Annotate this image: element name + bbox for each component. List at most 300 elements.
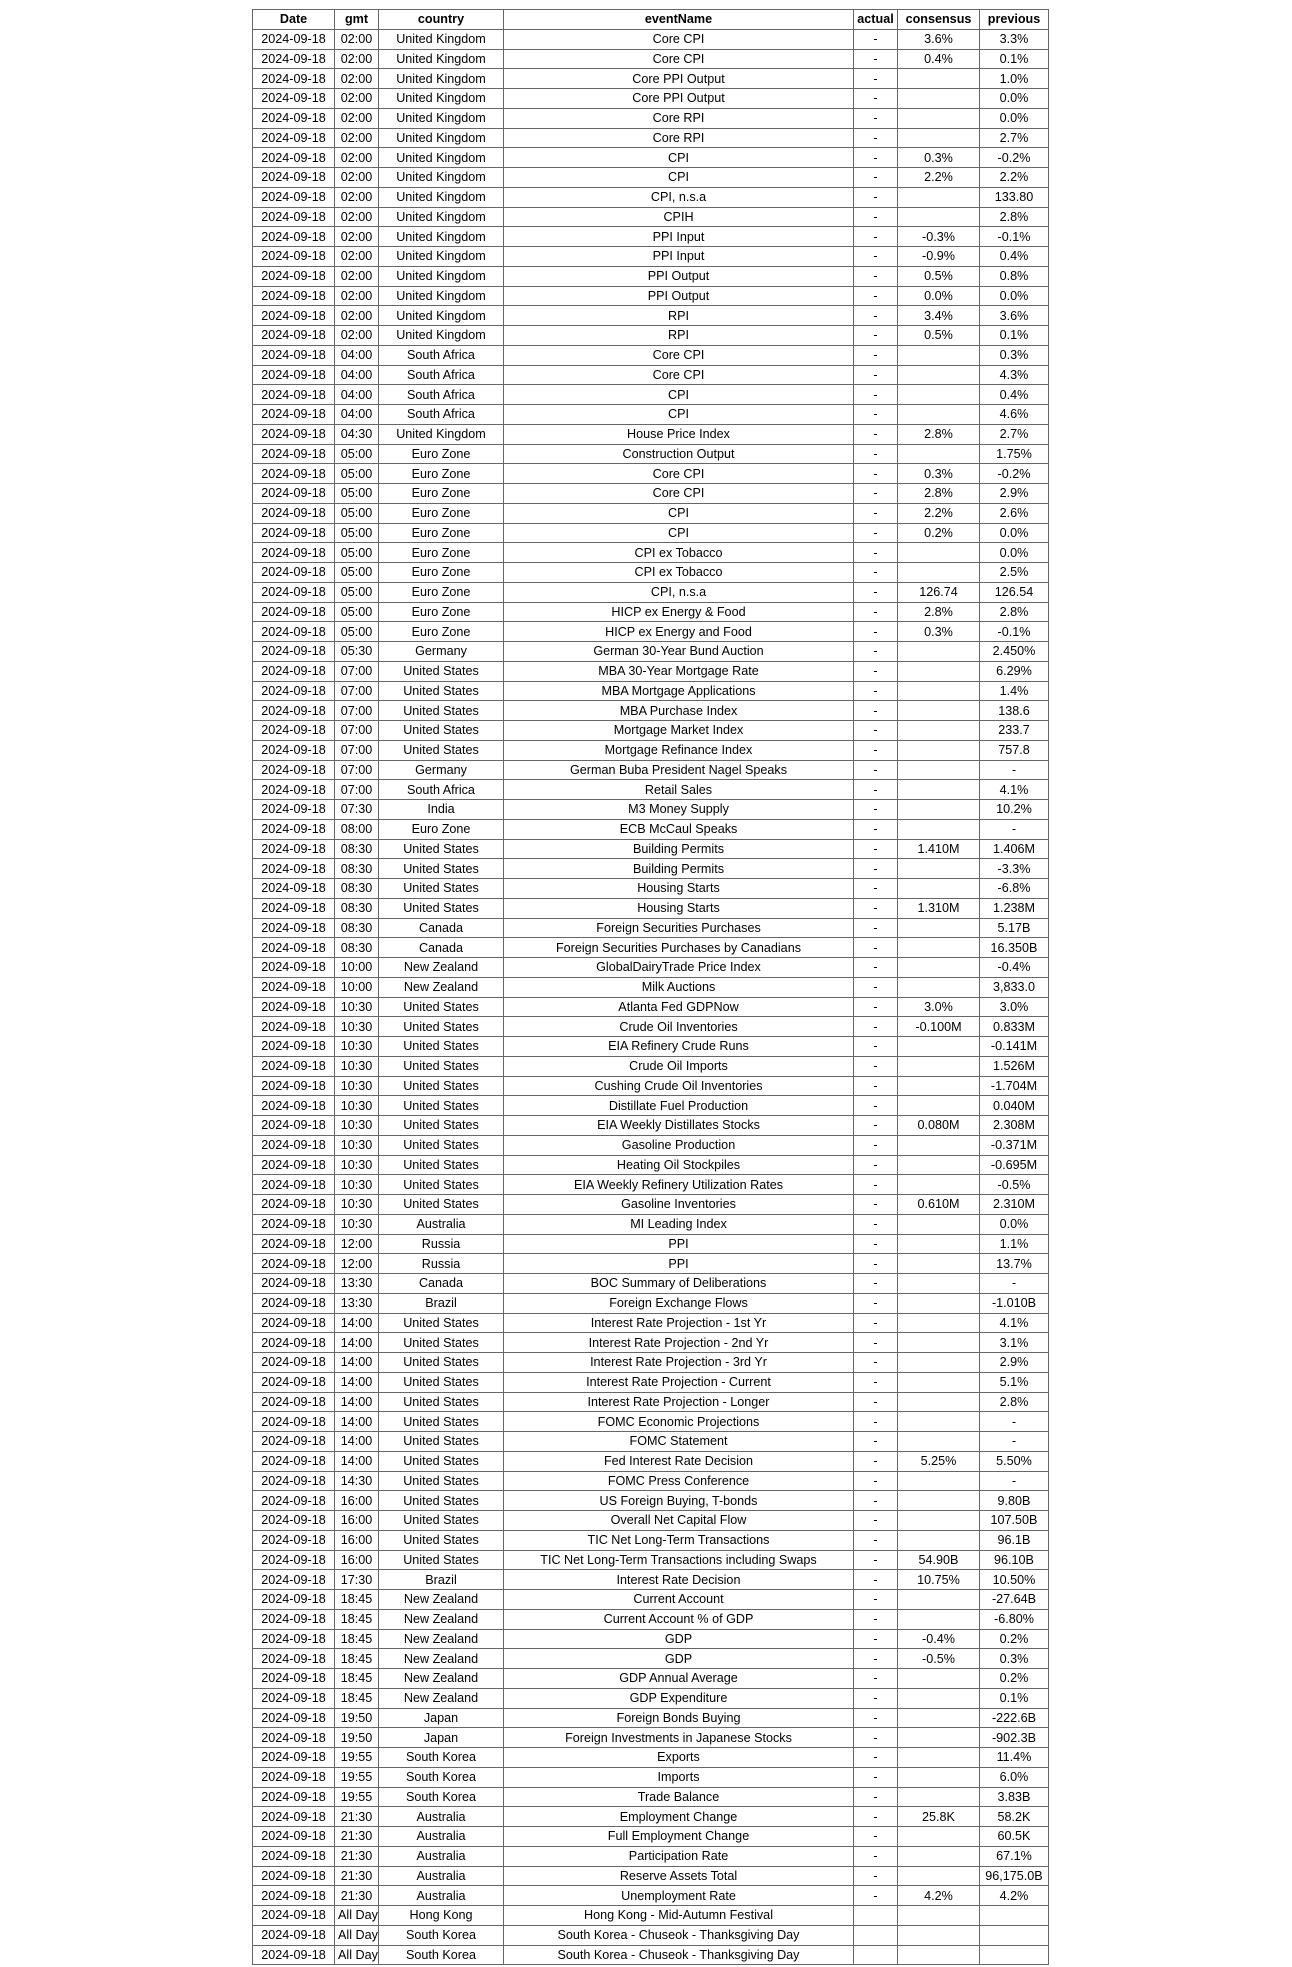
country-cell: New Zealand xyxy=(379,977,504,997)
date-cell: 2024-09-18 xyxy=(253,1748,335,1768)
actual-cell: - xyxy=(854,1748,898,1768)
country-cell: United States xyxy=(379,1353,504,1373)
gmt-cell: 19:55 xyxy=(335,1767,379,1787)
country-cell: Euro Zone xyxy=(379,484,504,504)
event-name-cell: Core CPI xyxy=(504,345,854,365)
event-name-cell: South Korea - Chuseok - Thanksgiving Day xyxy=(504,1925,854,1945)
date-cell: 2024-09-18 xyxy=(253,1491,335,1511)
previous-cell: -0.2% xyxy=(980,464,1049,484)
date-cell: 2024-09-18 xyxy=(253,1708,335,1728)
gmt-cell: 08:30 xyxy=(335,938,379,958)
table-row xyxy=(253,464,1049,484)
event-name-cell: Core RPI xyxy=(504,128,854,148)
consensus-cell xyxy=(898,958,980,978)
actual-cell: - xyxy=(854,1590,898,1610)
previous-cell: 1.1% xyxy=(980,1234,1049,1254)
date-cell: 2024-09-18 xyxy=(253,642,335,662)
country-cell: United States xyxy=(379,1451,504,1471)
country-cell: New Zealand xyxy=(379,1649,504,1669)
date-cell: 2024-09-18 xyxy=(253,1906,335,1926)
event-name-cell: MBA Purchase Index xyxy=(504,701,854,721)
table-row xyxy=(253,1748,1049,1768)
table-row xyxy=(253,108,1049,128)
date-cell: 2024-09-18 xyxy=(253,701,335,721)
consensus-cell xyxy=(898,1866,980,1886)
previous-cell: -1.704M xyxy=(980,1076,1049,1096)
actual-cell: - xyxy=(854,227,898,247)
column-header-consensus: consensus xyxy=(898,10,980,30)
consensus-cell xyxy=(898,1511,980,1531)
actual-cell: - xyxy=(854,168,898,188)
consensus-cell: 25.8K xyxy=(898,1807,980,1827)
consensus-cell xyxy=(898,879,980,899)
event-name-cell: HICP ex Energy & Food xyxy=(504,602,854,622)
country-cell: United Kingdom xyxy=(379,29,504,49)
table-header xyxy=(253,10,1049,30)
previous-cell: -0.5% xyxy=(980,1175,1049,1195)
actual-cell: - xyxy=(854,859,898,879)
actual-cell: - xyxy=(854,760,898,780)
event-name-cell: Core PPI Output xyxy=(504,69,854,89)
gmt-cell: 02:00 xyxy=(335,306,379,326)
consensus-cell: 2.2% xyxy=(898,168,980,188)
gmt-cell: 18:45 xyxy=(335,1629,379,1649)
previous-cell: 6.29% xyxy=(980,661,1049,681)
country-cell: United States xyxy=(379,879,504,899)
country-cell: United Kingdom xyxy=(379,306,504,326)
table-row xyxy=(253,1827,1049,1847)
actual-cell: - xyxy=(854,543,898,563)
event-name-cell: Participation Rate xyxy=(504,1846,854,1866)
previous-cell: 2.308M xyxy=(980,1116,1049,1136)
actual-cell: - xyxy=(854,1353,898,1373)
gmt-cell: 12:00 xyxy=(335,1254,379,1274)
table-row xyxy=(253,701,1049,721)
actual-cell: - xyxy=(854,484,898,504)
country-cell: United States xyxy=(379,1017,504,1037)
previous-cell: 0.0% xyxy=(980,286,1049,306)
gmt-cell: 07:00 xyxy=(335,661,379,681)
date-cell: 2024-09-18 xyxy=(253,1432,335,1452)
previous-cell: - xyxy=(980,1471,1049,1491)
date-cell: 2024-09-18 xyxy=(253,977,335,997)
date-cell: 2024-09-18 xyxy=(253,1274,335,1294)
previous-cell: -0.4% xyxy=(980,958,1049,978)
consensus-cell: 3.0% xyxy=(898,997,980,1017)
date-cell: 2024-09-18 xyxy=(253,1412,335,1432)
consensus-cell xyxy=(898,1767,980,1787)
event-name-cell: Core CPI xyxy=(504,464,854,484)
consensus-cell: 3.6% xyxy=(898,29,980,49)
table-row xyxy=(253,1116,1049,1136)
previous-cell: 6.0% xyxy=(980,1767,1049,1787)
table-row xyxy=(253,1649,1049,1669)
event-name-cell: Trade Balance xyxy=(504,1787,854,1807)
previous-cell: 3.6% xyxy=(980,306,1049,326)
table-row xyxy=(253,1353,1049,1373)
table-row xyxy=(253,958,1049,978)
event-name-cell: Interest Rate Projection - 2nd Yr xyxy=(504,1333,854,1353)
event-name-cell: RPI xyxy=(504,326,854,346)
gmt-cell: 14:00 xyxy=(335,1372,379,1392)
country-cell: South Korea xyxy=(379,1945,504,1965)
event-name-cell: RPI xyxy=(504,306,854,326)
date-cell: 2024-09-18 xyxy=(253,997,335,1017)
consensus-cell: 1.310M xyxy=(898,898,980,918)
previous-cell: 0.0% xyxy=(980,523,1049,543)
table-row xyxy=(253,1511,1049,1531)
event-name-cell: Retail Sales xyxy=(504,780,854,800)
previous-cell: -0.371M xyxy=(980,1135,1049,1155)
consensus-cell xyxy=(898,1491,980,1511)
gmt-cell: 10:30 xyxy=(335,1175,379,1195)
previous-cell xyxy=(980,1945,1049,1965)
table-row xyxy=(253,1037,1049,1057)
table-row xyxy=(253,1451,1049,1471)
country-cell: Euro Zone xyxy=(379,444,504,464)
actual-cell: - xyxy=(854,108,898,128)
table-row xyxy=(253,385,1049,405)
date-cell: 2024-09-18 xyxy=(253,859,335,879)
table-row xyxy=(253,1175,1049,1195)
gmt-cell: 10:30 xyxy=(335,1135,379,1155)
previous-cell: 96,175.0B xyxy=(980,1866,1049,1886)
gmt-cell: 10:30 xyxy=(335,1037,379,1057)
consensus-cell xyxy=(898,721,980,741)
table-row xyxy=(253,1945,1049,1965)
consensus-cell xyxy=(898,1688,980,1708)
date-cell: 2024-09-18 xyxy=(253,543,335,563)
previous-cell: 0.0% xyxy=(980,1214,1049,1234)
actual-cell: - xyxy=(854,247,898,267)
country-cell: Euro Zone xyxy=(379,523,504,543)
gmt-cell: 08:30 xyxy=(335,839,379,859)
gmt-cell: 05:00 xyxy=(335,503,379,523)
table-row xyxy=(253,1056,1049,1076)
actual-cell: - xyxy=(854,642,898,662)
previous-cell: 2.2% xyxy=(980,168,1049,188)
gmt-cell: 18:45 xyxy=(335,1669,379,1689)
country-cell: South Korea xyxy=(379,1767,504,1787)
event-name-cell: German 30-Year Bund Auction xyxy=(504,642,854,662)
gmt-cell: 07:00 xyxy=(335,681,379,701)
table-row xyxy=(253,1293,1049,1313)
previous-cell: 4.2% xyxy=(980,1886,1049,1906)
previous-cell: 58.2K xyxy=(980,1807,1049,1827)
consensus-cell xyxy=(898,1135,980,1155)
country-cell: Euro Zone xyxy=(379,602,504,622)
economic-calendar-table-container xyxy=(252,9,1049,1965)
previous-cell: 3,833.0 xyxy=(980,977,1049,997)
previous-cell: 138.6 xyxy=(980,701,1049,721)
actual-cell: - xyxy=(854,1372,898,1392)
event-name-cell: Housing Starts xyxy=(504,879,854,899)
table-row xyxy=(253,1886,1049,1906)
country-cell: United States xyxy=(379,681,504,701)
date-cell: 2024-09-18 xyxy=(253,1649,335,1669)
previous-cell: 5.50% xyxy=(980,1451,1049,1471)
table-row xyxy=(253,89,1049,109)
table-row xyxy=(253,681,1049,701)
column-header-gmt: gmt xyxy=(335,10,379,30)
consensus-cell xyxy=(898,1333,980,1353)
previous-cell: -1.010B xyxy=(980,1293,1049,1313)
date-cell: 2024-09-18 xyxy=(253,819,335,839)
gmt-cell: 08:30 xyxy=(335,898,379,918)
gmt-cell: 04:30 xyxy=(335,424,379,444)
consensus-cell xyxy=(898,187,980,207)
date-cell: 2024-09-18 xyxy=(253,1234,335,1254)
gmt-cell: 12:00 xyxy=(335,1234,379,1254)
date-cell: 2024-09-18 xyxy=(253,1155,335,1175)
gmt-cell: 14:00 xyxy=(335,1451,379,1471)
previous-cell: 3.0% xyxy=(980,997,1049,1017)
actual-cell: - xyxy=(854,622,898,642)
gmt-cell: 18:45 xyxy=(335,1688,379,1708)
table-row xyxy=(253,286,1049,306)
country-cell: United Kingdom xyxy=(379,207,504,227)
table-row xyxy=(253,424,1049,444)
previous-cell: 0.3% xyxy=(980,1649,1049,1669)
gmt-cell: 19:55 xyxy=(335,1748,379,1768)
actual-cell: - xyxy=(854,187,898,207)
consensus-cell: 0.3% xyxy=(898,148,980,168)
previous-cell: 2.8% xyxy=(980,1392,1049,1412)
previous-cell: 233.7 xyxy=(980,721,1049,741)
country-cell: South Africa xyxy=(379,405,504,425)
event-name-cell: CPI xyxy=(504,148,854,168)
event-name-cell: Interest Rate Projection - Current xyxy=(504,1372,854,1392)
country-cell: United Kingdom xyxy=(379,89,504,109)
date-cell: 2024-09-18 xyxy=(253,128,335,148)
event-name-cell: EIA Weekly Distillates Stocks xyxy=(504,1116,854,1136)
date-cell: 2024-09-18 xyxy=(253,1886,335,1906)
previous-cell: 2.310M xyxy=(980,1195,1049,1215)
table-row xyxy=(253,543,1049,563)
actual-cell: - xyxy=(854,1293,898,1313)
consensus-cell xyxy=(898,1846,980,1866)
actual-cell: - xyxy=(854,661,898,681)
table-row xyxy=(253,1807,1049,1827)
gmt-cell: 07:00 xyxy=(335,721,379,741)
consensus-cell: 1.410M xyxy=(898,839,980,859)
event-name-cell: Crude Oil Inventories xyxy=(504,1017,854,1037)
table-row xyxy=(253,1629,1049,1649)
event-name-cell: FOMC Press Conference xyxy=(504,1471,854,1491)
country-cell: United Kingdom xyxy=(379,286,504,306)
gmt-cell: 04:00 xyxy=(335,345,379,365)
event-name-cell: PPI Output xyxy=(504,266,854,286)
table-row xyxy=(253,29,1049,49)
table-row xyxy=(253,207,1049,227)
country-cell: United States xyxy=(379,1155,504,1175)
gmt-cell: 02:00 xyxy=(335,266,379,286)
actual-cell: - xyxy=(854,1609,898,1629)
date-cell: 2024-09-18 xyxy=(253,1550,335,1570)
country-cell: Australia xyxy=(379,1827,504,1847)
actual-cell: - xyxy=(854,1076,898,1096)
event-name-cell: Milk Auctions xyxy=(504,977,854,997)
previous-cell: -0.1% xyxy=(980,227,1049,247)
actual-cell: - xyxy=(854,1056,898,1076)
country-cell: United States xyxy=(379,1432,504,1452)
gmt-cell: 02:00 xyxy=(335,187,379,207)
country-cell: Japan xyxy=(379,1708,504,1728)
actual-cell: - xyxy=(854,839,898,859)
country-cell: New Zealand xyxy=(379,1629,504,1649)
previous-cell: 2.5% xyxy=(980,563,1049,583)
gmt-cell: 14:00 xyxy=(335,1353,379,1373)
consensus-cell: 0.2% xyxy=(898,523,980,543)
table-row xyxy=(253,168,1049,188)
consensus-cell: -0.3% xyxy=(898,227,980,247)
gmt-cell: 21:30 xyxy=(335,1886,379,1906)
consensus-cell xyxy=(898,800,980,820)
event-name-cell: Housing Starts xyxy=(504,898,854,918)
table-row xyxy=(253,1530,1049,1550)
previous-cell: 1.406M xyxy=(980,839,1049,859)
gmt-cell: 05:00 xyxy=(335,602,379,622)
date-cell: 2024-09-18 xyxy=(253,29,335,49)
event-name-cell: CPI ex Tobacco xyxy=(504,563,854,583)
gmt-cell: 14:00 xyxy=(335,1333,379,1353)
table-row xyxy=(253,740,1049,760)
actual-cell: - xyxy=(854,286,898,306)
date-cell: 2024-09-18 xyxy=(253,622,335,642)
event-name-cell: Foreign Exchange Flows xyxy=(504,1293,854,1313)
event-name-cell: PPI Input xyxy=(504,227,854,247)
date-cell: 2024-09-18 xyxy=(253,148,335,168)
table-row xyxy=(253,326,1049,346)
date-cell: 2024-09-18 xyxy=(253,918,335,938)
date-cell: 2024-09-18 xyxy=(253,1807,335,1827)
table-row xyxy=(253,266,1049,286)
table-row xyxy=(253,1609,1049,1629)
table-row xyxy=(253,503,1049,523)
consensus-cell xyxy=(898,977,980,997)
country-cell: Australia xyxy=(379,1866,504,1886)
consensus-cell xyxy=(898,760,980,780)
previous-cell: 0.2% xyxy=(980,1669,1049,1689)
country-cell: New Zealand xyxy=(379,958,504,978)
actual-cell: - xyxy=(854,523,898,543)
consensus-cell xyxy=(898,1412,980,1432)
event-name-cell: CPI xyxy=(504,168,854,188)
gmt-cell: 10:00 xyxy=(335,977,379,997)
event-name-cell: Core CPI xyxy=(504,484,854,504)
actual-cell: - xyxy=(854,1511,898,1531)
consensus-cell xyxy=(898,128,980,148)
country-cell: United States xyxy=(379,1175,504,1195)
table-row xyxy=(253,1550,1049,1570)
previous-cell: 3.1% xyxy=(980,1333,1049,1353)
previous-cell: -3.3% xyxy=(980,859,1049,879)
consensus-cell: 3.4% xyxy=(898,306,980,326)
table-row xyxy=(253,128,1049,148)
actual-cell: - xyxy=(854,266,898,286)
consensus-cell xyxy=(898,1293,980,1313)
consensus-cell: -0.9% xyxy=(898,247,980,267)
previous-cell: -6.80% xyxy=(980,1609,1049,1629)
actual-cell: - xyxy=(854,582,898,602)
event-name-cell: Unemployment Rate xyxy=(504,1886,854,1906)
date-cell: 2024-09-18 xyxy=(253,444,335,464)
table-row xyxy=(253,49,1049,69)
table-row xyxy=(253,1234,1049,1254)
country-cell: Germany xyxy=(379,642,504,662)
consensus-cell xyxy=(898,1906,980,1926)
gmt-cell: 07:00 xyxy=(335,780,379,800)
previous-cell: 4.1% xyxy=(980,780,1049,800)
actual-cell: - xyxy=(854,701,898,721)
gmt-cell: 10:30 xyxy=(335,1056,379,1076)
event-name-cell: Interest Rate Projection - 1st Yr xyxy=(504,1313,854,1333)
event-name-cell: GDP xyxy=(504,1649,854,1669)
table-row xyxy=(253,859,1049,879)
actual-cell: - xyxy=(854,819,898,839)
date-cell: 2024-09-18 xyxy=(253,1037,335,1057)
actual-cell: - xyxy=(854,1333,898,1353)
country-cell: United States xyxy=(379,1076,504,1096)
event-name-cell: EIA Refinery Crude Runs xyxy=(504,1037,854,1057)
event-name-cell: GDP xyxy=(504,1629,854,1649)
actual-cell: - xyxy=(854,740,898,760)
table-row xyxy=(253,622,1049,642)
date-cell: 2024-09-18 xyxy=(253,1392,335,1412)
previous-cell: 0.040M xyxy=(980,1096,1049,1116)
event-name-cell: CPI xyxy=(504,503,854,523)
date-cell: 2024-09-18 xyxy=(253,365,335,385)
table-row xyxy=(253,405,1049,425)
gmt-cell: 10:30 xyxy=(335,1116,379,1136)
date-cell: 2024-09-18 xyxy=(253,1451,335,1471)
actual-cell: - xyxy=(854,405,898,425)
country-cell: United Kingdom xyxy=(379,266,504,286)
event-name-cell: CPI xyxy=(504,523,854,543)
table-row xyxy=(253,1274,1049,1294)
date-cell: 2024-09-18 xyxy=(253,207,335,227)
event-name-cell: Core PPI Output xyxy=(504,89,854,109)
actual-cell: - xyxy=(854,49,898,69)
consensus-cell xyxy=(898,1787,980,1807)
previous-cell: 3.3% xyxy=(980,29,1049,49)
date-cell: 2024-09-18 xyxy=(253,227,335,247)
actual-cell: - xyxy=(854,1728,898,1748)
event-name-cell: Fed Interest Rate Decision xyxy=(504,1451,854,1471)
actual-cell: - xyxy=(854,1254,898,1274)
consensus-cell xyxy=(898,740,980,760)
actual-cell: - xyxy=(854,1195,898,1215)
date-cell: 2024-09-18 xyxy=(253,1530,335,1550)
previous-cell: 0.2% xyxy=(980,1629,1049,1649)
country-cell: United States xyxy=(379,997,504,1017)
gmt-cell: 08:00 xyxy=(335,819,379,839)
gmt-cell: 02:00 xyxy=(335,148,379,168)
country-cell: Hong Kong xyxy=(379,1906,504,1926)
table-row xyxy=(253,345,1049,365)
table-row xyxy=(253,1313,1049,1333)
event-name-cell: Crude Oil Imports xyxy=(504,1056,854,1076)
table-row xyxy=(253,1195,1049,1215)
header-row xyxy=(253,10,1049,30)
consensus-cell xyxy=(898,1175,980,1195)
actual-cell: - xyxy=(854,1866,898,1886)
country-cell: United Kingdom xyxy=(379,326,504,346)
consensus-cell: 0.5% xyxy=(898,326,980,346)
previous-cell: 0.1% xyxy=(980,49,1049,69)
actual-cell: - xyxy=(854,1530,898,1550)
actual-cell: - xyxy=(854,918,898,938)
